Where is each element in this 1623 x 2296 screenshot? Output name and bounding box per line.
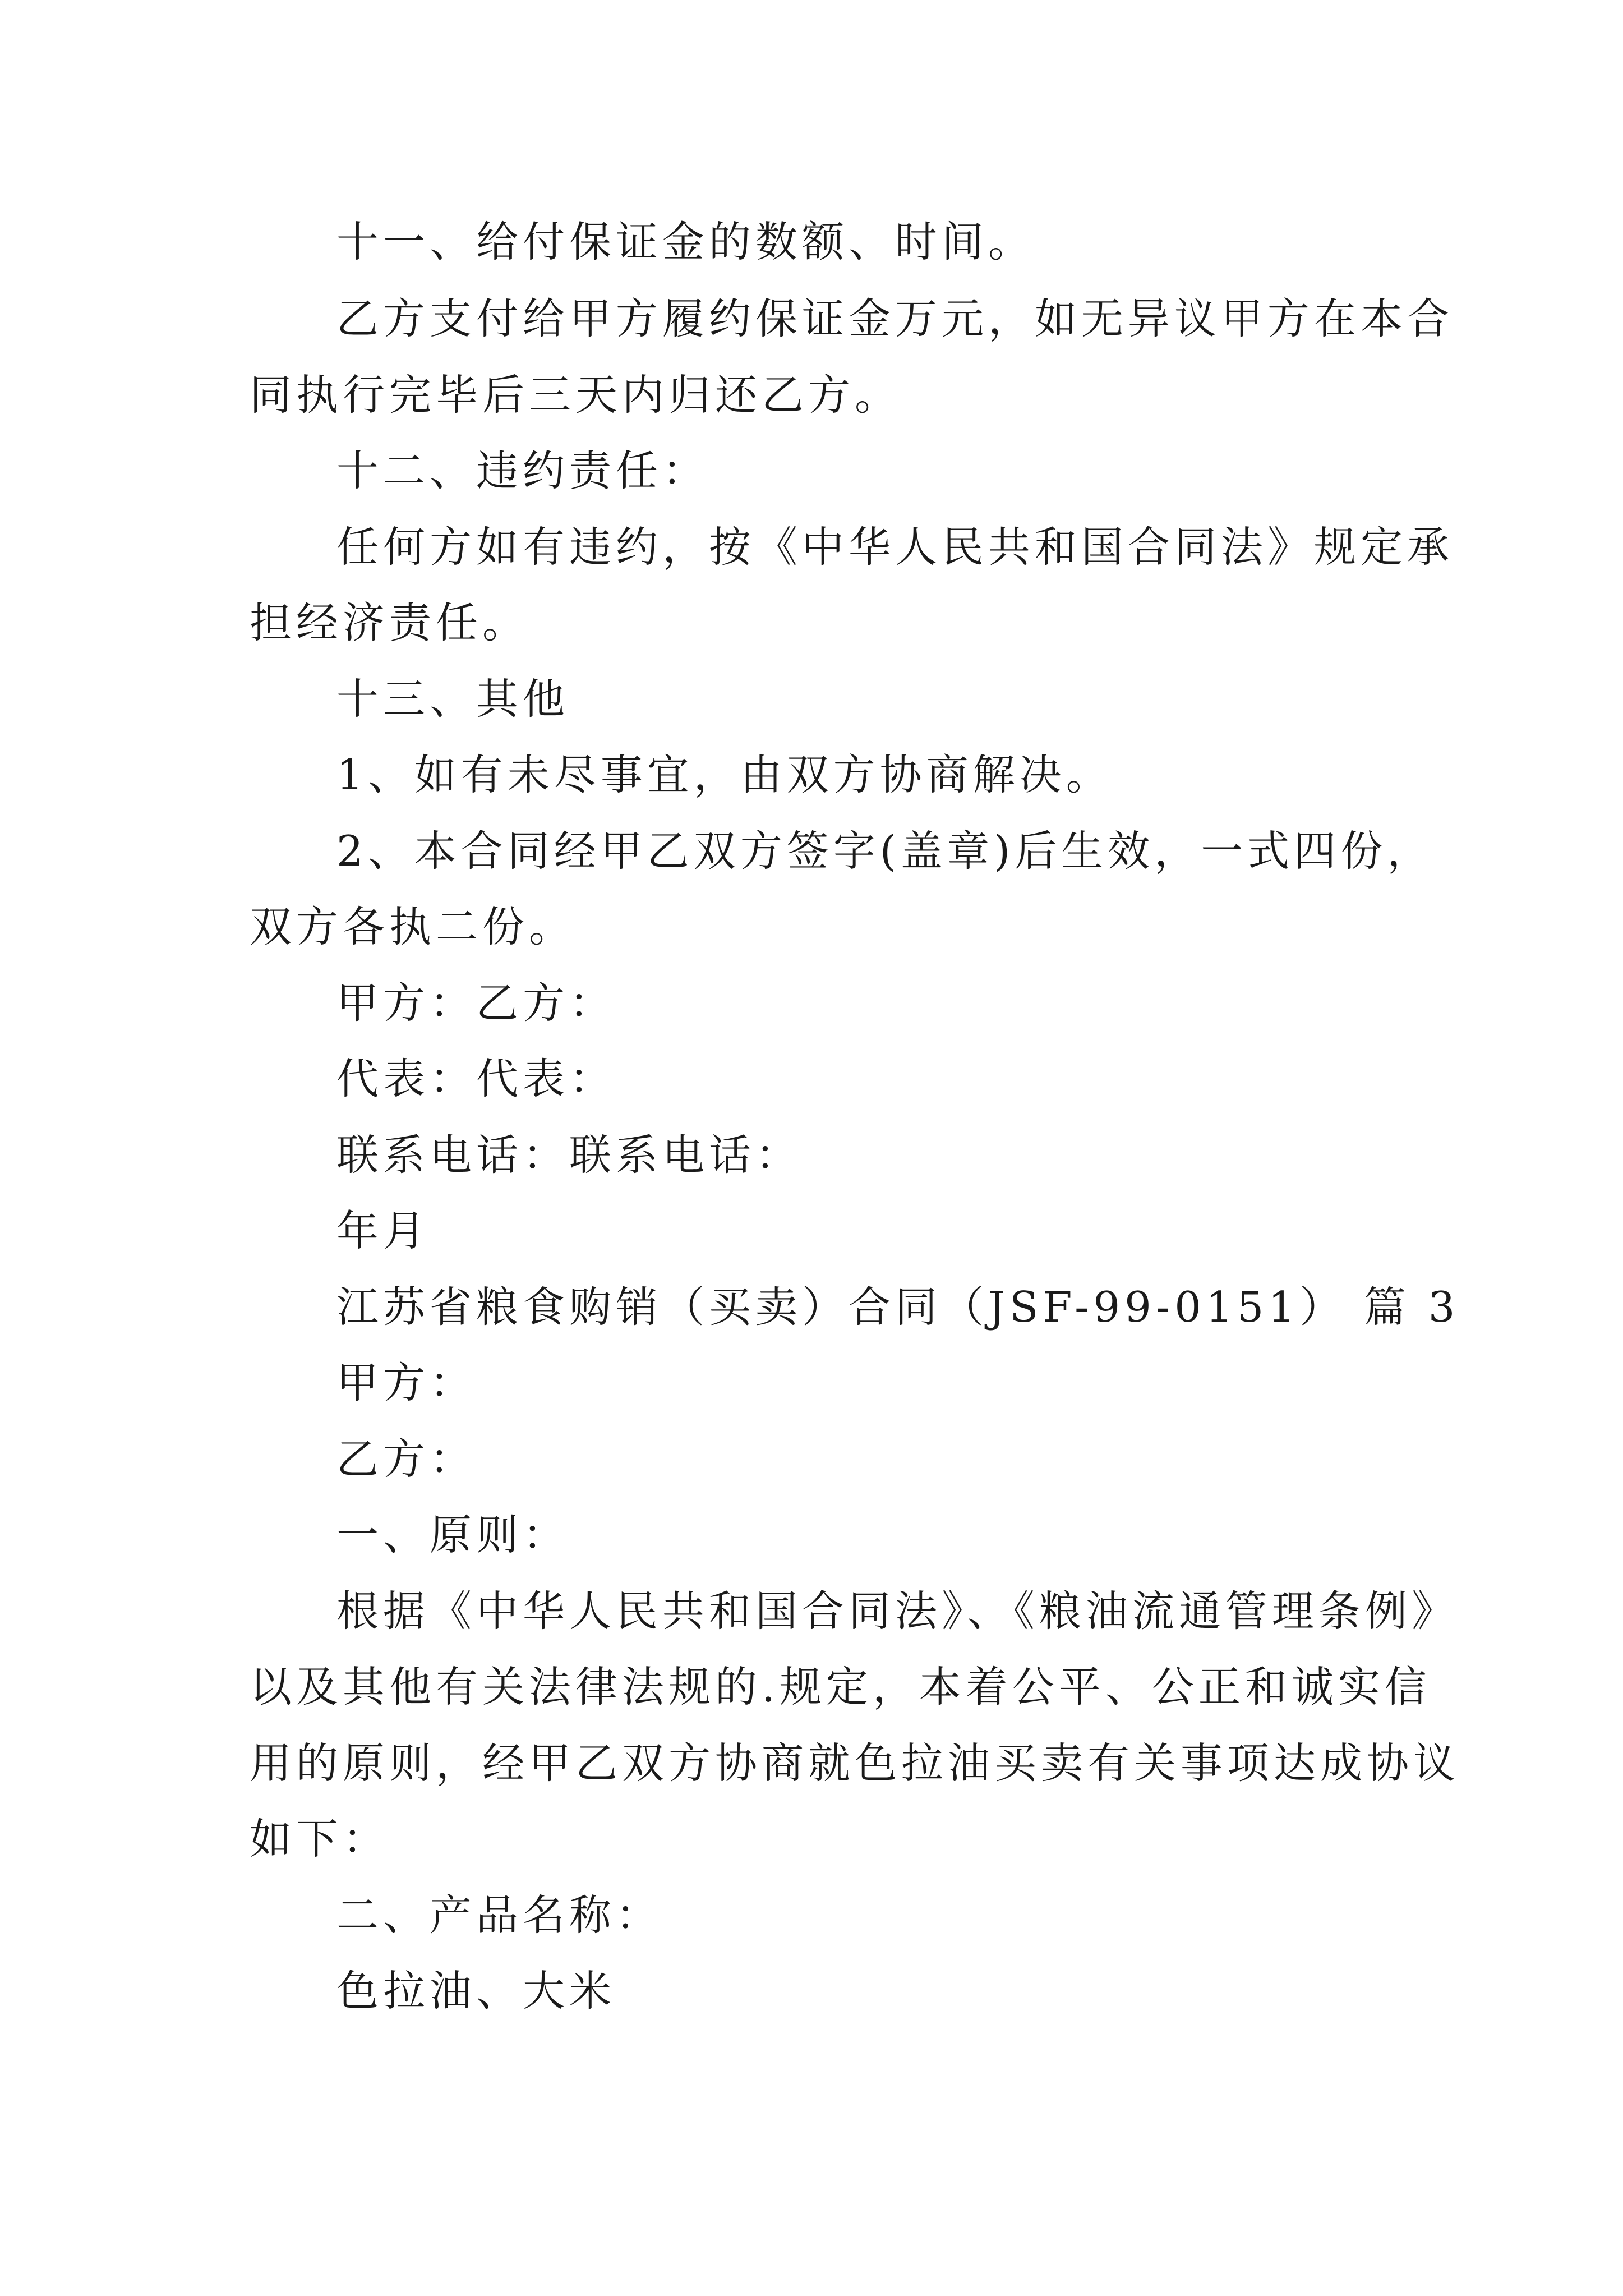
section-2-heading: 二、产品名称： (336, 1890, 663, 1940)
signature-phone-line: 联系电话：联系电话： (336, 1130, 803, 1180)
signature-date-line: 年月 (336, 1206, 430, 1255)
section-11-heading: 十一、给付保证金的数额、时间。 (336, 217, 1035, 266)
section-13-heading: 十三、其他 (336, 674, 570, 724)
paragraph-line: 双方各执二份。 (250, 902, 576, 951)
paragraph-line: 乙方支付给甲方履约保证金万元，如无异议甲方在本合 (336, 294, 1454, 343)
list-item: 2、本合同经甲乙双方签字(盖章)后生效，一式四份， (336, 826, 1434, 876)
list-item: 1、如有未尽事宜，由双方协商解决。 (336, 750, 1113, 799)
signature-representative-line: 代表：代表： (336, 1054, 616, 1103)
paragraph-line: 如下： (250, 1814, 390, 1864)
section-1-heading: 一、原则： (336, 1510, 570, 1559)
paragraph-line: 担经济责任。 (250, 598, 529, 647)
contract-title: 江苏省粮食购销（买卖）合同（JSF-99-0151） 篇 3 (336, 1282, 1460, 1332)
section-12-heading: 十二、违约责任： (336, 446, 709, 495)
paragraph-line: 用的原则，经甲乙双方协商就色拉油买卖有关事项达成协议 (250, 1738, 1460, 1788)
paragraph-line: 以及其他有关法律法规的.规定，本着公平、公正和诚实信 (250, 1662, 1431, 1711)
party-a-line: 甲方： (336, 1358, 477, 1407)
paragraph-line: 任何方如有违约，按《中华人民共和国合同法》规定承 (336, 522, 1454, 572)
party-b-line: 乙方： (336, 1434, 477, 1484)
product-names: 色拉油、大米 (336, 1966, 616, 2016)
paragraph-line: 同执行完毕后三天内归还乙方。 (250, 370, 902, 420)
paragraph-line: 根据《中华人民共和国合同法》、《粮油流通管理条例》 (336, 1586, 1459, 1636)
signature-party-line: 甲方：乙方： (336, 978, 616, 1028)
